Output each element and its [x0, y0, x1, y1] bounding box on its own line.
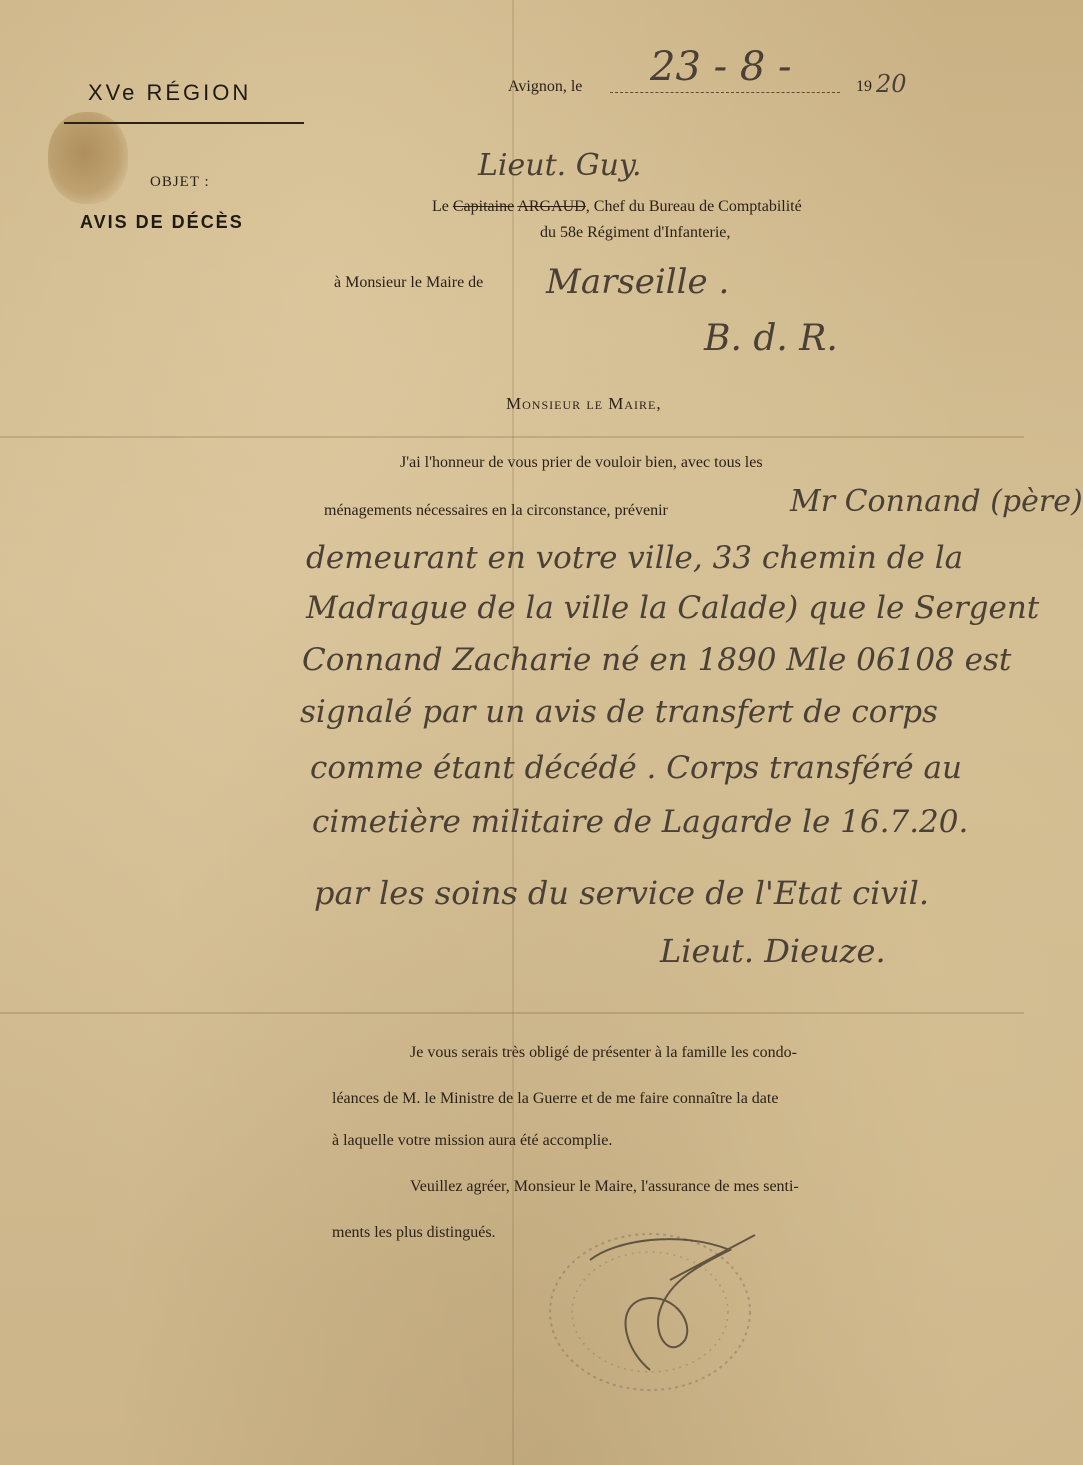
- signature-scrawl: [590, 1235, 755, 1370]
- wax-stain: [48, 112, 128, 204]
- sender-name: ARGAUD: [517, 198, 586, 215]
- paper-fold: [512, 0, 514, 1465]
- year-handwritten: 20: [876, 70, 907, 98]
- closing-line-4: Veuillez agréer, Monsieur le Maire, l'assurance de mes senti-: [410, 1178, 799, 1195]
- body-line-2: ménagements nécessaires en la circonstance, prévenir: [324, 502, 668, 519]
- closing-line-2: léances de M. le Ministre de la Guerre et de me faire connaître la date: [332, 1090, 779, 1107]
- handwritten-line: cimetière militaire de Lagarde le 16.7.20.: [312, 804, 969, 840]
- sender-prefix: Le: [432, 198, 449, 215]
- closing-line-1: Je vous serais très obligé de présenter à la famille les condo-: [410, 1044, 797, 1061]
- region-rule: [64, 122, 304, 124]
- handwritten-line: par les soins du service de l'Etat civil.: [314, 874, 930, 912]
- region-heading: XVe RÉGION: [88, 80, 252, 105]
- handwritten-line: Madrague de la ville la Calade) que le Sergent: [306, 590, 1040, 626]
- objet-value: AVIS DE DÉCÈS: [80, 212, 244, 232]
- date-line: [610, 92, 840, 93]
- date-handwritten: 23 - 8 -: [650, 44, 792, 90]
- sender-rank-struck: Capitaine: [452, 198, 515, 215]
- closing-line-3: à laquelle votre mission aura été accomplie.: [332, 1132, 613, 1149]
- handwritten-signature: Lieut. Dieuze.: [660, 932, 886, 970]
- body-line-1: J'ai l'honneur de vous prier de vouloir bien, avec tous les: [400, 454, 763, 471]
- handwritten-line: Connand Zacharie né en 1890 Mle 06108 est: [302, 642, 1012, 678]
- sender-unit: du 58e Régiment d'Infanterie,: [540, 224, 731, 241]
- addressee-prefix: à Monsieur le Maire de: [334, 274, 484, 291]
- handwritten-line: demeurant en votre ville, 33 chemin de la: [306, 540, 964, 576]
- body-line-2-hand: Mr Connand (père): [790, 484, 1083, 519]
- sender-line: [432, 198, 802, 216]
- sender-title: , Chef du Bureau de Comptabilité: [585, 198, 802, 215]
- addressee-city: Marseille .: [546, 262, 730, 302]
- handwritten-line: signalé par un avis de transfert de corps: [300, 694, 938, 730]
- addressee-department: B. d. R.: [704, 318, 838, 359]
- handwritten-line: comme étant décédé . Corps transféré au: [310, 750, 962, 786]
- official-stamp: [520, 1220, 780, 1400]
- objet-label: OBJET :: [150, 174, 210, 190]
- place-date-prefix: Avignon, le: [508, 78, 583, 95]
- closing-line-5: ments les plus distingués.: [332, 1224, 496, 1241]
- year-printed: 19: [856, 78, 872, 95]
- salutation: Monsieur le Maire,: [506, 394, 662, 413]
- rank-correction: Lieut. Guy.: [478, 148, 642, 183]
